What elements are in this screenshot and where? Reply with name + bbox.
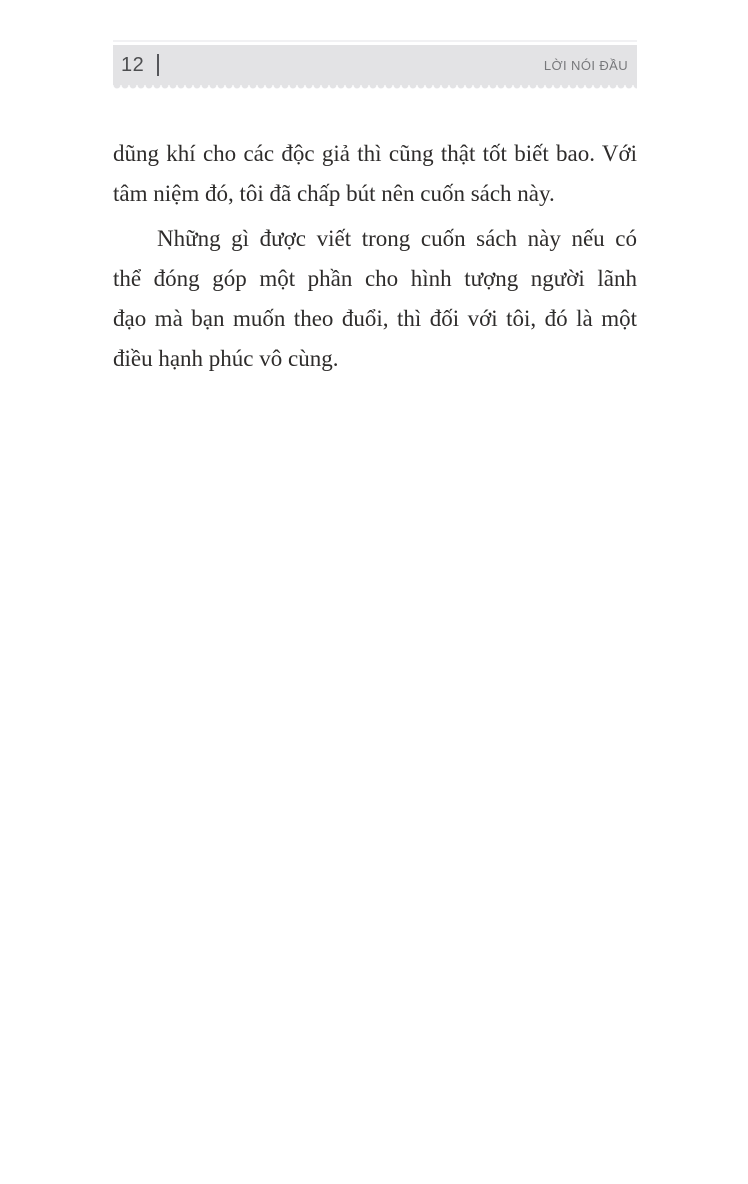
- header-top-hairline: [113, 40, 637, 42]
- text-line: tâm niệm đó, tôi đã chấp bút nên cuốn sách này.: [113, 181, 555, 206]
- page-header: [113, 40, 637, 92]
- running-head-chapter-title: LỜI NÓI ĐẦU: [543, 57, 628, 73]
- header-bottom-perforation: [113, 85, 637, 92]
- paragraph: [113, 134, 637, 214]
- body-text: [113, 134, 637, 379]
- text-line: Những gì được viết trong cuốn sách này nếu có: [157, 226, 637, 251]
- header-bar: [113, 45, 637, 85]
- paragraph: [113, 219, 637, 379]
- page-number-separator: [157, 54, 159, 76]
- text-line: đạo mà bạn muốn theo đuổi, thì đối với tôi, đó là một: [113, 306, 637, 331]
- page-number: 12: [121, 53, 145, 76]
- text-line: điều hạnh phúc vô cùng.: [113, 346, 339, 371]
- text-line: dũng khí cho các độc giả thì cũng thật tốt biết bao. Với: [113, 141, 637, 166]
- header-left-group: [121, 54, 159, 77]
- text-line: thể đóng góp một phần cho hình tượng người lãnh: [113, 266, 637, 291]
